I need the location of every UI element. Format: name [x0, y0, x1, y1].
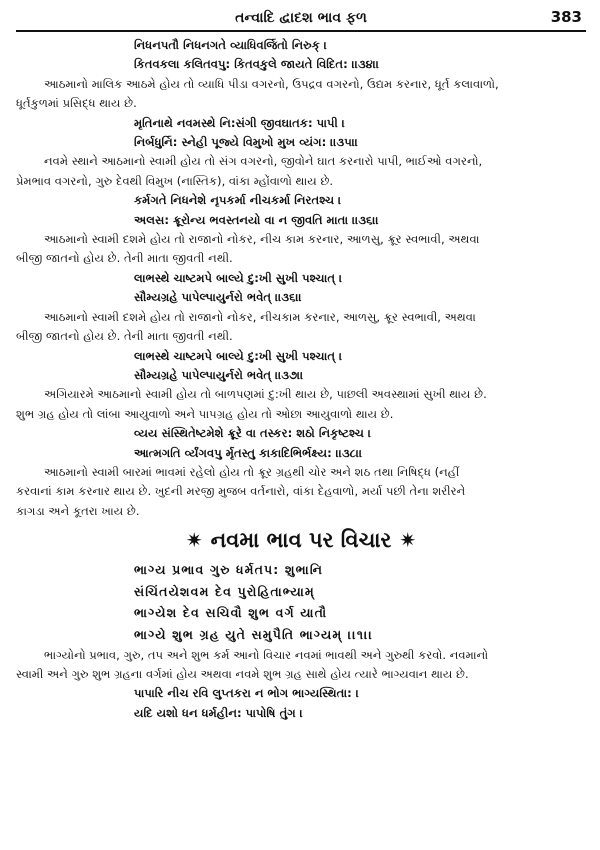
prose-line: નવમે સ્થાને આઠમાનો સ્વામી હોય તો સંગ વગરનો, જીવોને ઘાત કરનારો પાપી, ભાઈઓ વગરનો,	[44, 154, 483, 169]
verse-line: લાભસ્થે ચાષ્ટમપે બાલ્યે દુ:ખી સુખી પશ્ચાત્ ।	[134, 348, 343, 363]
prose-line: આઠમાનો સ્વામી દશમે હોય તો રાજાનો નોકર, નીચકામ કરનાર, આળસુ, ક્રૂર સ્વભાવી, અથવા	[44, 309, 476, 324]
prose-line: કાગડા અને કૂતરા ખાય છે.	[16, 503, 140, 518]
verse-line: મૃતિનાથે નવમસ્થે નિ:સંગી જીવઘાતક: પાપી ।	[134, 115, 345, 130]
prose-line: સ્વામી અને ગુરુ શુભ ગ્રહના વર્ગમાં હોય અથવા નવમે શુભ ગ્રહ સાથે હોય ત્યારે ભાગ્યવાન થાય છે.	[16, 666, 469, 681]
verse-line: નિધનપતૌ નિધનગતે વ્યાધિવર્જિતો નિરુક્ ।	[134, 38, 327, 52]
section-heading-text: નવમા ભાવ પર વિચાર	[210, 528, 392, 553]
verse-line: વ્યય સંસ્થિતેષ્ટમેશે ક્રૂરે વા તસ્કર: શઠો નિકૃષ્ટશ્ચ ।	[134, 426, 372, 441]
prose-line: આઠમાનો સ્વામી બારમાં ભાવમાં રહેલો હોય તો ક્રૂર ગ્રહથી ચોર અને શઠ તથા નિષિદ્ધ (નહીં	[44, 464, 460, 479]
verse-line: કર્મગતે નિધનેશે નૃપકર્મા નીચકર્મા નિરતશ્ચ ।	[134, 193, 342, 208]
prose-line: ભાગ્યોનો પ્રભાવ, ગુરુ, તપ અને શુભ કર્મ આનો વિચાર નવમાં ભાવથી અને ગુરુથી કરવો. નવમાનો	[44, 647, 489, 662]
text-block-ninth-house	[16, 559, 586, 723]
page-content	[16, 36, 586, 723]
prose-line: કરવાનાં કામ કરનાર થાય છે. ખુદની મરજી મુજબ વર્તનારો, વાંકા દેહવાળો, મર્યા પછી તેના શરીરને	[16, 484, 466, 499]
verse-line: લાભસ્થે ચાષ્ટમપે બાલ્યે દુ:ખી સુખી પશ્ચાત્ ।	[134, 270, 343, 285]
running-title: તન્વાદિ દ્વાદશ ભાવ ફળ	[235, 10, 367, 26]
text-block-eighth-lord	[16, 36, 586, 521]
prose-line: આઠમાનો સ્વામી દશમે હોય તો રાજાનો નોકર, નીચ કામ કરનાર, આળસુ, ક્રૂર સ્વભાવી, અથવા	[44, 232, 480, 247]
verse-line: પાપારિ નીચ રવિ લુપ્તકરા ન ભોગ ભાગ્યસ્થિતા: ।	[134, 686, 359, 701]
prose-line: બીજી જાતનો હોય છે. તેની માતા જીવતી નથી.	[16, 251, 233, 266]
page-header	[16, 0, 586, 32]
verse-line: યદિ યશો ધન ધર્મહીન: પાપોષિ તુંગ ।	[134, 705, 303, 720]
verse-line: ભાગ્યે શુભ ગ્રહ યુતે સમુપૈતિ ભાગ્યમ્ ।।૧।।	[134, 626, 374, 642]
prose-line: શુભ ગ્રહ હોય તો લાંબા આયુવાળો અને પાપગ્રહ હોય તો ઓછા આયુવાળો થાય છે.	[16, 406, 394, 421]
star-ornament-left-icon: ✷	[185, 528, 203, 553]
prose-line: અગિયારમે આઠમાનો સ્વામી હોય તો બાળપણમાં દુ:ખી થાય છે, પાછલી અવસ્થામાં સુખી થાય છે.	[44, 387, 487, 402]
prose-line: આઠમાનો માલિક આઠમે હોય તો વ્યાધિ પીડા વગરનો, ઉપદ્રવ વગરનો, ઉદ્યમ કરનાર, ધૂર્ત કલાવાળો,	[44, 76, 499, 91]
prose-line: ધૂર્તકુળમાં પ્રસિદ્ધ થાય છે.	[16, 96, 137, 111]
verse-line: સૌમ્યગ્રહે પાપેલ્પાયુર્નરો ભવેત્ ।।૩૭।।	[134, 367, 304, 382]
verse-line: સંચિંતયેશવમ દેવ પુરોહિતાભ્યામ્	[134, 583, 315, 599]
star-ornament-right-icon: ✷	[399, 528, 417, 553]
verse-line: સૌમ્યગ્રહે પાપેલ્પાયુર્નરો ભવેત્ ।।૩૬।।	[134, 290, 302, 305]
verse-line: ભાગ્યેશ દેવ સચિવૌ શુભ વર્ગ યાતૌ	[134, 605, 328, 621]
verse-line: આત્મગતિ ર્વ્યંગવપુ ર્મૃતસ્તુ કાકાદિભિર્ભક્ષ્ય: ।।૩૮।।	[134, 445, 363, 460]
prose-line: બીજી જાતનો હોય છે. તેની માતા જીવતી નથી.	[16, 329, 233, 344]
verse-line: કિતવકલા કલિતવપુ: કિતવકુલે જાયતે વિદિત: ।।૩૪।।	[134, 57, 380, 72]
verse-line: ભાગ્ય પ્રભાવ ગુરુ ધર્મતપ: શુભાનિ	[134, 562, 324, 578]
section-heading	[16, 523, 586, 557]
page-number: 383	[550, 8, 582, 26]
verse-line: અલસ: ક્રૂરોન્ય ભવસ્તનયો વા ન જીવતિ માતા ।।૩૬।।	[134, 212, 379, 227]
verse-line: નિર્બધુર્નિ: સ્નેહી પૂજ્યે વિમુખો મુખ વ્યંગ: ।।૩૫।।	[134, 135, 359, 150]
prose-line: પ્રેમભાવ વગરનો, ગુરુ દેવથી વિમુખ (નાસ્તિક), વાંકા મ્હોંવાળો થાય છે.	[16, 173, 334, 188]
